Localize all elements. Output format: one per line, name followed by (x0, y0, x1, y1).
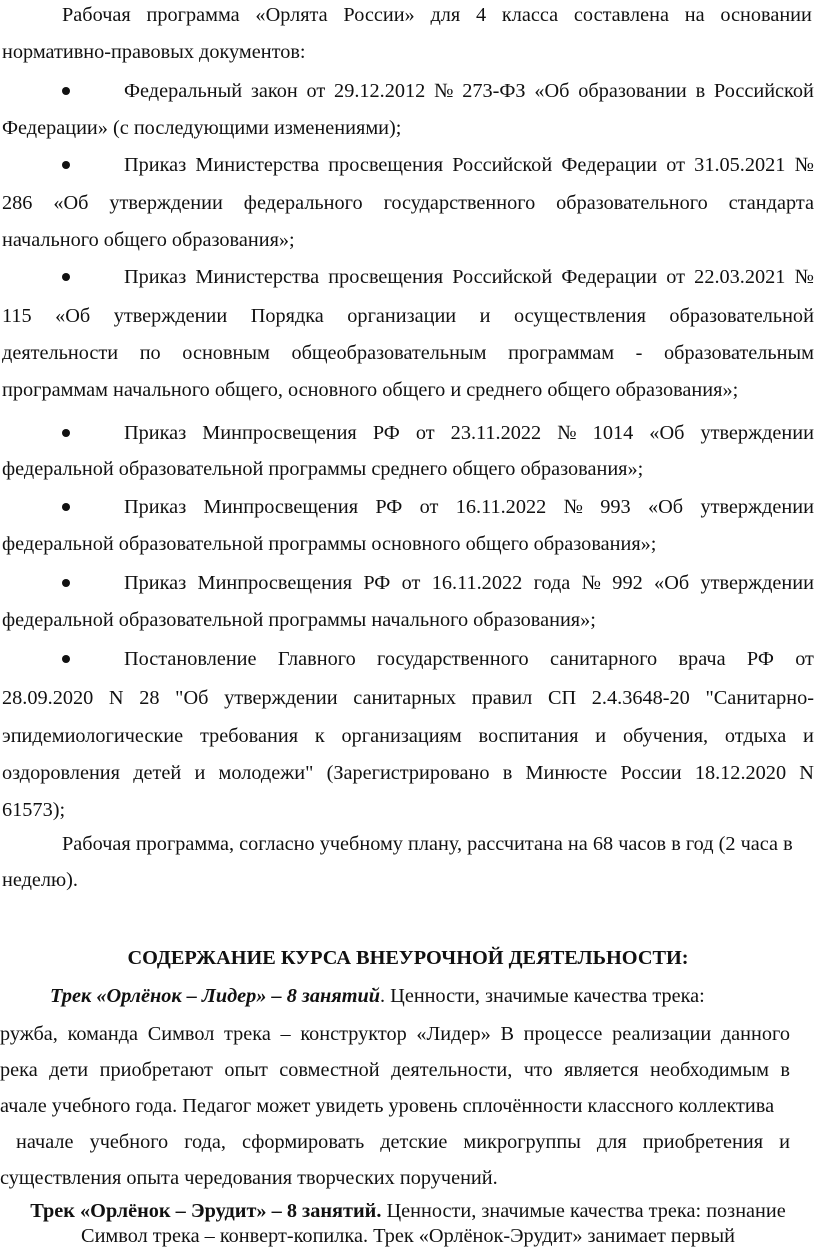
doc-1-line-1 (124, 79, 814, 103)
bullet-icon (62, 429, 70, 437)
word: сформировать (241, 1131, 365, 1153)
word: конструктор (300, 1023, 407, 1045)
word: В (500, 1023, 514, 1045)
word: РФ (372, 422, 400, 444)
word: совместной (279, 1059, 380, 1081)
word: от (795, 648, 814, 670)
track-2-title: Трек «Орлёнок – Эрудит» – 8 занятий. (30, 1200, 382, 1222)
word: Минпросвещения (197, 572, 353, 594)
word: для (430, 4, 461, 26)
intro-line-1 (62, 3, 812, 27)
word: «Об (654, 572, 690, 594)
word: микрогруппы (463, 1131, 581, 1153)
doc-4-line-1 (124, 421, 814, 445)
word: в (780, 1059, 790, 1081)
doc-2-line-1 (124, 153, 814, 177)
word: Минпросвещения (202, 422, 357, 444)
word: от (306, 80, 326, 102)
word: Российской (713, 80, 814, 102)
word: осуществления (513, 305, 646, 327)
doc-3-line-4: программам начального общего, основного общего и среднего общего образования»; (2, 379, 739, 401)
word: утверждении (224, 687, 338, 709)
word: Российской (452, 266, 553, 288)
word: 18.12.2020 (694, 762, 787, 784)
word: данного (720, 1023, 790, 1045)
word: от (401, 572, 421, 594)
doc-2-line-2 (2, 191, 814, 215)
doc-6-line-2: федеральной образовательной программы начального образования»; (2, 609, 596, 631)
doc-5-line-2: федеральной образовательной программы основного общего образования»; (2, 533, 657, 555)
word: утверждении (700, 422, 814, 444)
track-1-line-1 (50, 984, 790, 1008)
word: СП (547, 687, 577, 709)
word: 993 (600, 496, 631, 518)
word: Федеральный (124, 80, 243, 102)
doc-5-line-1 (124, 495, 814, 519)
word: – (280, 1023, 291, 1045)
word: санитарных (353, 687, 457, 709)
word: просвещения (328, 154, 444, 176)
word: "Санитарно- (705, 687, 814, 709)
word: Федерации (561, 266, 658, 288)
word: Символ (147, 1023, 215, 1045)
word: 31.05.2021 (694, 154, 786, 176)
word: и (803, 725, 814, 747)
word: организации (347, 305, 457, 327)
doc-1-line-2: Федерации» (с последующими изменениями); (2, 117, 402, 139)
word: просвещения (328, 266, 444, 288)
word: класса (501, 4, 559, 26)
word: 992 (612, 572, 643, 594)
word: эпидемиологические (2, 725, 184, 747)
word: N (108, 687, 124, 709)
word: воспитания (478, 725, 579, 747)
word: правил (471, 687, 533, 709)
word: дети (49, 1059, 89, 1081)
word: основным (182, 342, 270, 364)
word: - (635, 342, 643, 364)
doc-4-line-2: федеральной образовательной программы среднего общего образования»; (2, 458, 644, 480)
word: «Орлята (255, 4, 328, 26)
word: по (139, 342, 161, 364)
word: санитарного (550, 648, 658, 670)
word: 28.09.2020 (2, 687, 94, 709)
word: составлена (573, 4, 669, 26)
bullet-icon (62, 161, 70, 169)
intro-line-2: нормативно-правовых документов: (2, 41, 306, 63)
word: Минюсте (525, 762, 608, 784)
word: опыт (224, 1059, 268, 1081)
word: «Об (648, 496, 684, 518)
track-1-line-2 (0, 1022, 790, 1046)
word: Министерства (195, 266, 320, 288)
hours-line-1: Рабочая программа, согласно учебному плану, рассчитана на 68 часов в год (2 часа в (62, 833, 793, 855)
word: Приказ (124, 266, 187, 288)
word: и (595, 725, 607, 747)
word: Приказ (124, 422, 187, 444)
word: детей (133, 762, 182, 784)
word: на (684, 4, 705, 26)
track-2-line-1-rest: Ценности, значимые качества трека: познание (381, 1200, 786, 1222)
word: № (794, 154, 814, 176)
word: Федерации (561, 154, 658, 176)
bullet-icon (62, 87, 70, 95)
track-1-line-1-rest: . Ценности, значимые качества трека: (380, 985, 705, 1007)
word: 286 (2, 192, 33, 214)
hours-line-2: неделю). (2, 869, 79, 891)
word: утверждении (700, 496, 814, 518)
word: 23.11.2022 (450, 422, 542, 444)
word: Минпросвещения (203, 496, 359, 518)
word: Российской (452, 154, 553, 176)
doc-7-line-2 (2, 686, 814, 710)
word: обучения, (622, 725, 709, 747)
word: процессе (523, 1023, 603, 1045)
word: приобретения (642, 1131, 764, 1153)
word: программам (508, 342, 615, 364)
word: деятельности (2, 342, 119, 364)
word: стандарта (728, 192, 814, 214)
word: от (666, 154, 686, 176)
word: деятельности, (391, 1059, 513, 1081)
word: приобретают (99, 1059, 213, 1081)
word: и (194, 762, 206, 784)
word: года, (184, 1131, 226, 1153)
word: необходимым (650, 1059, 769, 1081)
word: № (794, 266, 814, 288)
word: образовательным (664, 342, 814, 364)
word: и (779, 1131, 790, 1153)
word: основании (720, 4, 812, 26)
doc-2-line-3: начального общего образования»; (2, 229, 295, 251)
word: учебного (89, 1131, 169, 1153)
word: утверждении (700, 572, 814, 594)
word: образовательного (556, 192, 708, 214)
word: года (533, 572, 571, 594)
word: 16.11.2022 (431, 572, 523, 594)
track-1-line-3 (0, 1058, 790, 1082)
word: Приказ (124, 572, 187, 594)
word: 22.03.2021 (694, 266, 786, 288)
word: 16.11.2022 (455, 496, 547, 518)
word: оздоровления (2, 762, 120, 784)
word: для (596, 1131, 627, 1153)
word: общеобразовательным (291, 342, 487, 364)
word: детские (380, 1131, 448, 1153)
word: программа (146, 4, 240, 26)
word: РФ (746, 648, 774, 670)
track-2-line-2: Символ трека – конверт-копилка. Трек «Орлёнок-Эрудит» занимает первый (81, 1225, 735, 1247)
word: «Об (55, 305, 91, 327)
word: 1014 (592, 422, 634, 444)
word: Приказ (124, 154, 187, 176)
word: № (557, 422, 577, 444)
word: 273-ФЗ (462, 80, 526, 102)
doc-3-line-3 (2, 341, 814, 365)
word: от (415, 422, 435, 444)
word: № (581, 572, 601, 594)
section-heading: СОДЕРЖАНИЕ КУРСА ВНЕУРОЧНОЙ ДЕЯТЕЛЬНОСТИ: (127, 947, 689, 969)
word: и (479, 305, 491, 327)
word: «Об (534, 80, 570, 102)
word: врача (678, 648, 726, 670)
word: России (620, 762, 682, 784)
word: образовательной (669, 305, 814, 327)
word: утверждении (113, 305, 228, 327)
bullet-icon (62, 273, 70, 281)
word: (Зарегистрировано (326, 762, 490, 784)
word: является (564, 1059, 639, 1081)
doc-3-line-1 (124, 265, 814, 289)
word: отдыха (724, 725, 787, 747)
bullet-icon (62, 655, 70, 663)
word: Приказ (124, 496, 187, 518)
word: 2.4.3648-20 (591, 687, 690, 709)
track-1-line-6: существления опыта чередования творческих поручений. (0, 1167, 498, 1189)
word: от (666, 266, 686, 288)
word: 115 (2, 305, 32, 327)
word: РФ (363, 572, 391, 594)
track-1-title: Трек «Орлёнок – Лидер» – 8 занятий (50, 985, 381, 1007)
track-2-line-1 (0, 1199, 816, 1223)
word: в (695, 80, 706, 102)
word: трека (224, 1023, 271, 1045)
bullet-icon (62, 503, 70, 511)
word: ружба, (0, 1023, 58, 1045)
doc-7-line-4 (2, 761, 814, 785)
word: Порядка (250, 305, 324, 327)
word: организациям (341, 725, 462, 747)
word: молодежи" (218, 762, 314, 784)
word: требования (199, 725, 299, 747)
word: 29.12.2012 (334, 80, 426, 102)
word: к (314, 725, 325, 747)
word: начале (16, 1131, 74, 1153)
word: Рабочая (62, 4, 131, 26)
word: России» (343, 4, 415, 26)
word: утверждении (109, 192, 223, 214)
word: РФ (375, 496, 403, 518)
word: государственного (377, 648, 529, 670)
word: что (523, 1059, 553, 1081)
doc-7-line-5: 61573); (2, 799, 66, 821)
word: реализации (612, 1023, 712, 1045)
word: команда (67, 1023, 139, 1045)
word: закон (250, 80, 298, 102)
word: в (502, 762, 513, 784)
word: государственного (383, 192, 536, 214)
word: «Об (649, 422, 685, 444)
word: образовании (578, 80, 687, 102)
track-1-line-4: ачале учебного года. Педагог может увидеть уровень сплочённости классного коллектива (0, 1095, 775, 1117)
word: «Об (53, 192, 89, 214)
bullet-icon (62, 579, 70, 587)
word: Главного (277, 648, 356, 670)
word: N (799, 762, 814, 784)
word: река (0, 1059, 38, 1081)
doc-7-line-1 (124, 647, 814, 671)
word: Постановление (124, 648, 257, 670)
word: «Лидер» (416, 1023, 491, 1045)
track-1-line-5 (16, 1130, 790, 1154)
word: "Об (175, 687, 209, 709)
doc-7-line-3 (2, 724, 814, 748)
word: от (419, 496, 439, 518)
word: федерального (243, 192, 363, 214)
word: 4 (476, 4, 487, 26)
doc-3-line-2 (2, 304, 814, 328)
doc-6-line-1 (124, 571, 814, 595)
word: 28 (139, 687, 160, 709)
word: № (563, 496, 583, 518)
word: Министерства (195, 154, 320, 176)
word: № (434, 80, 454, 102)
